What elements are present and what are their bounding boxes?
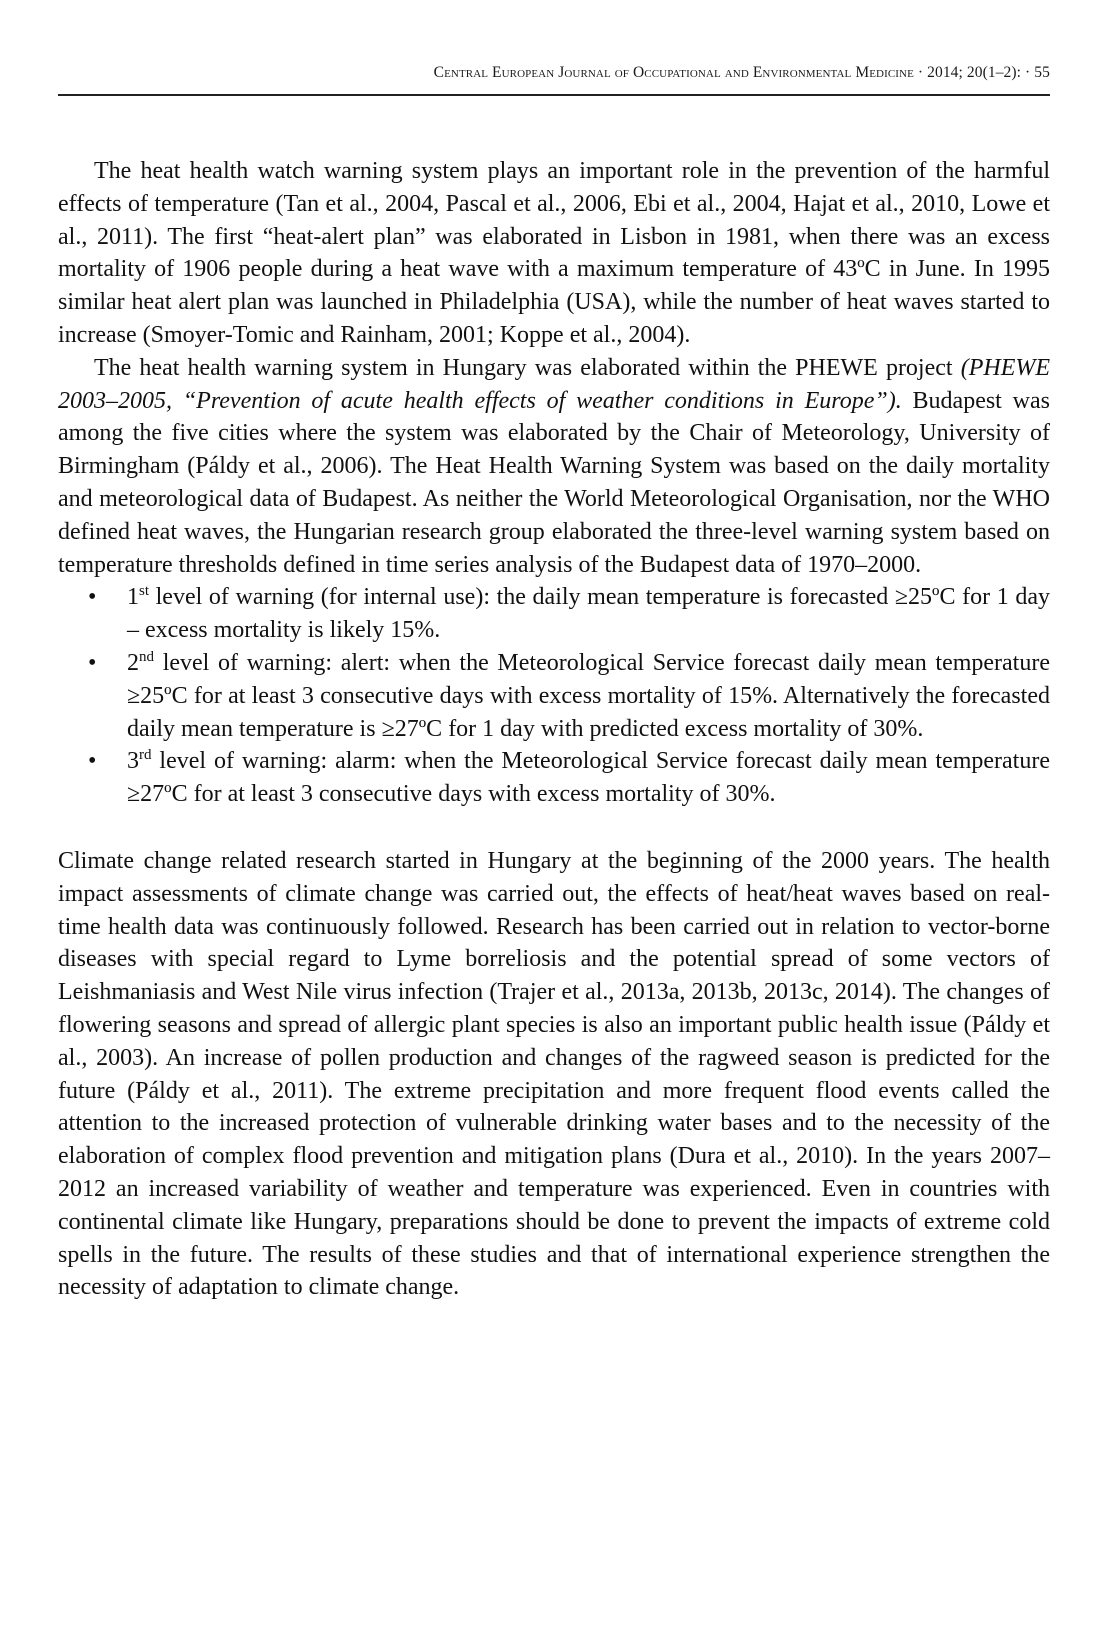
ordinal-suffix: nd [139, 648, 154, 665]
warning-level-text: level of warning: alert: when the Meteorological Service forecast daily mean temperature ≥25ºC for at least 3 consecutive days with excess mortality of 15%. Alternatively the forecasted daily mean temperature is ≥27ºC for 1 day with predicted excess mortality of 30%. [127, 649, 1050, 742]
bullet-icon: • [88, 649, 97, 676]
phewe-project-title: (PHEWE 2003–2005, “Prevention of acute health effects of weather conditions in Europe”). [58, 354, 1050, 414]
article-body [58, 155, 1050, 1304]
ordinal-suffix: st [139, 583, 150, 600]
ordinal-suffix: rd [139, 747, 152, 764]
warning-level-text: level of warning (for internal use): the daily mean temperature is forecasted ≥25ºC for 1 day – excess mortality is likely 15%. [127, 584, 1050, 644]
warning-level-number: 2 [127, 649, 139, 676]
warning-level-item [58, 745, 1050, 811]
warning-levels-list [58, 581, 1050, 811]
header-rule [58, 94, 1050, 96]
warning-level-item [58, 581, 1050, 647]
paragraph-climate-research: Climate change related research started in Hungary at the beginning of the 2000 years. The health impact assessments of climate change was carried out, the effects of heat/heat waves based on real-time health data was continuously followed. Research has been carried out in relation to vector-borne diseases with special regard to Lyme borreliosis and the potential spread of some vectors of Leishmaniasis and West Nile virus infection (Trajer et al., 2013a, 2013b, 2013c, 2014). The changes of flowering seasons and spread of allergic plant species is also an important public health issue (Páldy et al., 2003). An increase of pollen production and changes of the ragweed season is predicted for the future (Páldy et al., 2011). The extreme precipitation and more frequent flood events called the attention to the increased protection of vulnerable drinking water bases and to the necessity of the elaboration of complex flood prevention and mitigation plans (Dura et al., 2010). In the years 2007–2012 an increased variability of weather and temperature was experienced. Even in countries with continental climate like Hungary, preparations should be done to prevent the impacts of extreme cold spells in the future. The results of these studies and that of international experience strengthen the necessity of adaptation to climate change. [58, 847, 1050, 1301]
issue-and-page: · 2014; 20(1–2): · 55 [913, 64, 1050, 81]
bullet-icon: • [88, 584, 97, 611]
running-header [58, 64, 1050, 82]
warning-level-number: 3 [127, 748, 139, 775]
paragraph-heat-watch: The heat health watch warning system plays an important role in the prevention of the harmful effects of temperature (Tan et al., 2004, Pascal et al., 2006, Ebi et al., 2004, Hajat et al., 2010, Lowe et al., 2011). The first “heat-alert plan” was elaborated in Lisbon in 1981, when there was an excess mortality of 1906 people during a heat wave with a maximum temperature of 43ºC in June. In 1995 similar heat alert plan was launched in Philadelphia (USA), while the number of heat waves started to increase (Smoyer-Tomic and Rainham, 2001; Koppe et al., 2004). [58, 158, 1050, 348]
warning-level-text: level of warning: alarm: when the Meteorological Service forecast daily mean temperature ≥27ºC for at least 3 consecutive days with excess mortality of 30%. [127, 748, 1050, 808]
paragraph-hungary-system [58, 352, 1050, 582]
paragraph-2-text-start: The heat health warning system in Hungary was elaborated within the PHEWE project [94, 354, 961, 381]
warning-level-item [58, 647, 1050, 745]
paragraph-2-text-end: Budapest was among the five cities where the system was elaborated by the Chair of Meteorology, University of Birmingham (Páldy et al., 2006). The Heat Health Warning System was based on the daily mortality and meteorological data of Budapest. As neither the World Meteorological Organisation, nor the WHO defined heat waves, the Hungarian research group elaborated the three-level warning system based on temperature thresholds defined in time series analysis of the Budapest data of 1970–2000. [58, 387, 1050, 578]
bullet-icon: • [88, 748, 97, 775]
journal-title: Central European Journal of Occupational and Environmental Medicine [433, 64, 914, 81]
paragraph-spacer [58, 811, 1050, 845]
warning-level-number: 1 [127, 584, 139, 611]
